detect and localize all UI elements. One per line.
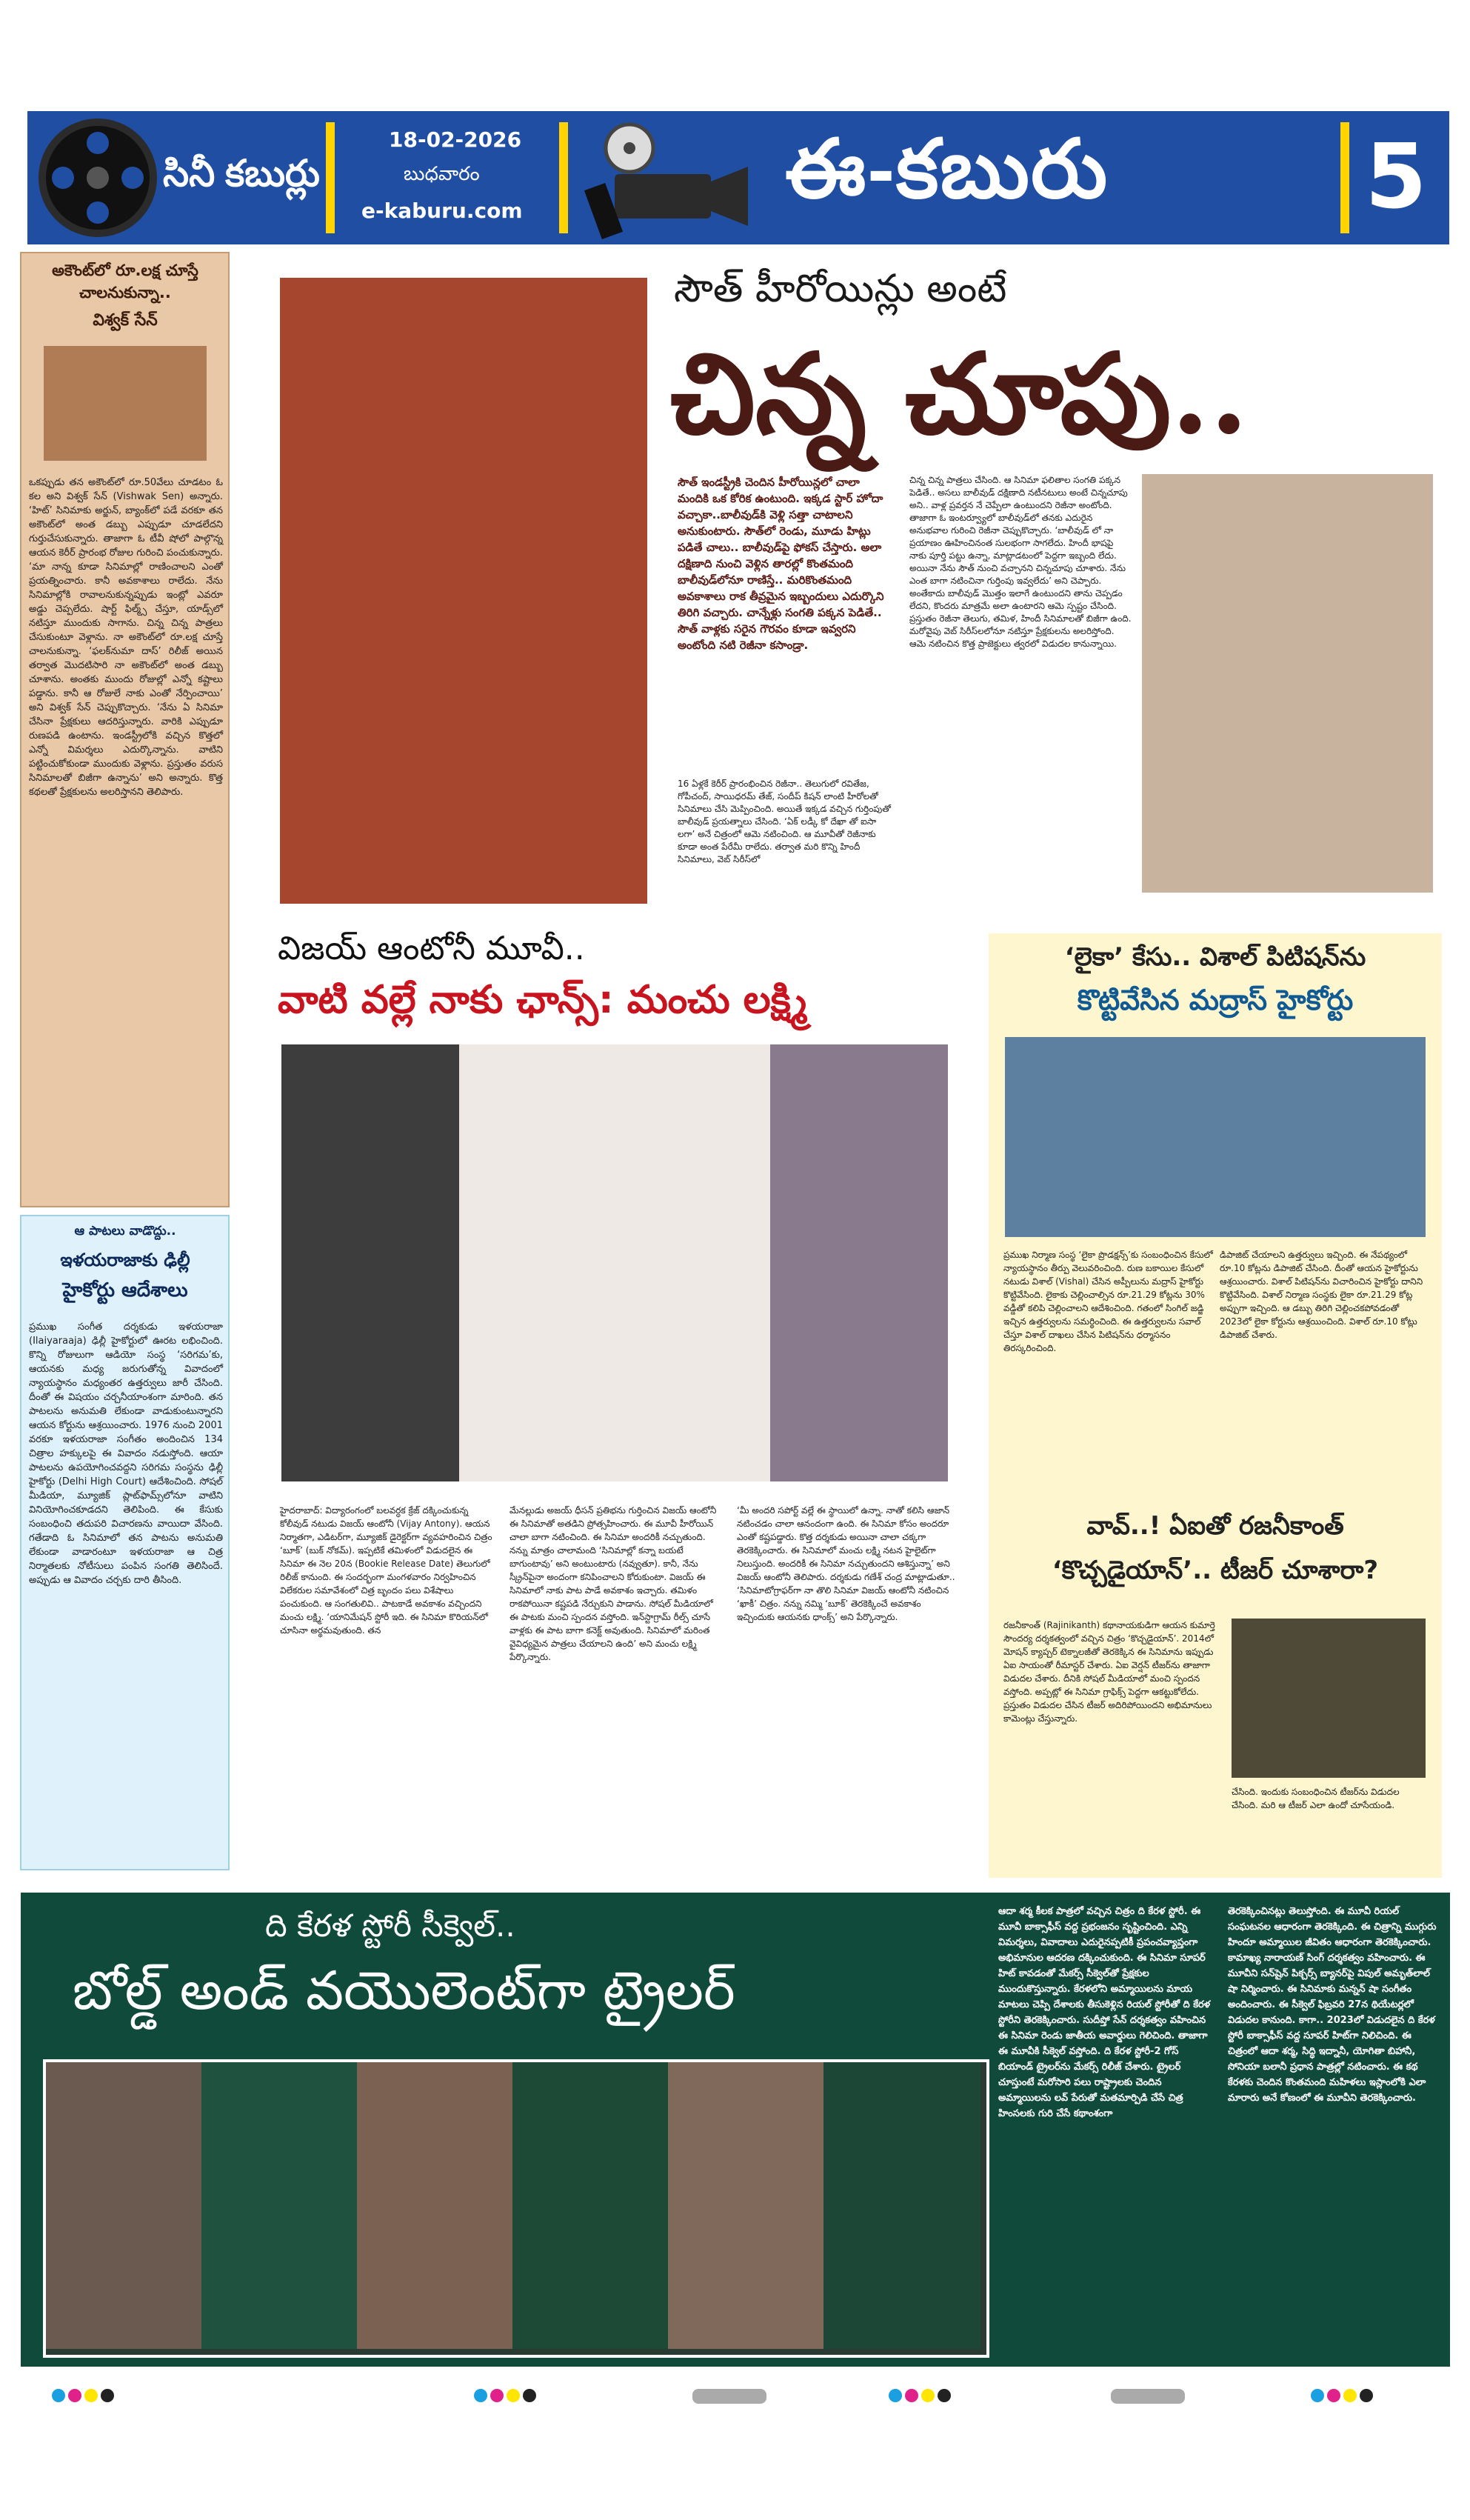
- story-body-col1: రజనీకాంత్ (Rajinikanth) కథానాయకుడిగా ఆయన కుమార్తె సౌందర్య దర్శకత్వంలో వచ్చిన చిత్రం ‘కొచ్చడైయాన్’. 2014లో మోషన్ క్యాప్చర్ టెక్నాలజీతో తెరకెక్కిన ఈ సినిమాను ఇప్పుడు ఏఐ సాయంతో రీమాస్టర్ చేశారు. ఏఐ వెర్షన్ టీజర్‌ను తాజాగా విడుదల చేశారు. దీనికి సోషల్ మీడియాలో మంచి స్పందన వస్తోంది. అప్పట్లో ఈ సినిమా గ్రాఫిక్స్ పెద్దగా ఆకట్టుకోలేదు. ప్రస్తుతం విడుదల చేసిన టీజర్ అదిరిపోయిందని అభిమానులు కామెంట్లు చేస్తున్నారు.: [1003, 1620, 1218, 1724]
- story-body-col2: చిన్న చిన్న పాత్రలు చేసింది. ఆ సినిమా ఫలితాల సంగతి పక్కన పెడితే.. అసలు బాలీవుడ్ దక్షిణాది నటీనటులు అంటే చిన్నచూపు అని.. వాళ్ల ప్రవర్తన నే చెప్పేలా ఉంటుందని రెజీనా అంటోంది. తాజాగా ఓ ఇంటర్వ్యూలో బాలీవుడ్‌లో తనకు ఎదురైన అనుభవాల గురించి రెజీనా చెప్పుకొచ్చారు. ‘బాలీవుడ్ లో నా ప్రయాణం ఊహించినంత సులభంగా సాగలేదు. హిందీ భాషపై నాకు పూర్తి పట్టు ఉన్నా, మాట్లాడటంలో పెద్దగా ఇబ్బంది లేదు. అయినా నేను సౌత్ నుంచి వచ్చానని చిన్నచూపు చూశారు. నేను ఎంత బాగా నటించినా గుర్తింపు ఇవ్వలేదు’ అని చెప్పారు. అంతేకాదు బాలీవుడ్ మొత్తం ఇలాగే ఉంటుందని తాను చెప్పడం లేదని, కొందరు మాత్రమే అలా ఉంటారని ఆమె స్పష్టం చేసింది. ప్రస్తుతం రెజీనా తెలుగు, తమిళ, హిందీ సినిమాలతో బిజీగా ఉంది. మరోవైపు వెబ్ సిరీస్‌లలోనూ నటిస్తూ ప్రేక్షకులను అలరిస్తోంది. ఆమె నటించిన కొత్త ప్రాజెక్టులు త్వరలో విడుదల కానున్నాయి.: [909, 475, 1135, 649]
- divider: [1340, 122, 1349, 233]
- photo-panel-center: [459, 1044, 770, 1481]
- story-kicker: ఆ పాటలు వాడొద్దు..: [74, 1224, 176, 1239]
- photo-panel-right: [770, 1044, 948, 1481]
- bottom-story-panel: [21, 1893, 1450, 2367]
- story-headline: వావ్..! ఏఐతో రజనీకాంత్: [1086, 1511, 1344, 1541]
- registration-mark: [1311, 2389, 1376, 2404]
- event-photo: [281, 1044, 948, 1481]
- story-headline: కొట్టివేసిన మద్రాస్ హైకోర్టు: [1077, 984, 1354, 1016]
- story-body: ఒకప్పుడు తన అకౌంట్‌లో రూ.50వేలు చూడటం ఓ కల అని విశ్వక్ సేన్ (Vishwak Sen) అన్నారు. ‘హిట్’ సినిమాకు అర్జున్, బ్యాంక్‌లో పడే వరకూ తన అకౌంట్‌లో అంత డబ్బు ఎప్పుడూ చూడలేదని గుర్తుచేసుకున్నారు. తాజాగా ఓ టీవీ షోలో పాల్గొన్న ఆయన కెరీర్ ప్రారంభ రోజుల గురించి పంచుకున్నారు. ‘మా నాన్న కూడా సినిమాల్లో రాణించాలని ఎంతో ప్రయత్నించారు. కానీ అవకాశాలు రాలేదు. నేను సినిమాల్లోకి రావాలనుకున్నప్పుడు ఇంట్లో ఎవరూ అడ్డు చెప్పలేదు. షార్ట్ ఫిల్మ్స్ చేస్తూ, యాడ్స్‌లో నటిస్తూ ముందుకు సాగాను. చిన్న చిన్న పాత్రలు చేసుకుంటూ వెళ్లాను. నా అకౌంట్‌లో రూ.లక్ష చూస్తే చాలనుకున్నా. ‘ఫలక్‌నుమా దాస్’ రిలీజ్ అయిన తర్వాత మొదటిసారి నా అకౌంట్‌లో అంత డబ్బు చూశాను. అంతకు ముందు రోజుల్లో ఎన్నో కష్టాలు పడ్డాను. కానీ ఆ రోజులే నాకు ఎంతో నేర్పించాయి’ అని విశ్వక్ సేన్ చెప్పుకొచ్చారు. ‘నేను ఏ సినిమా చేసినా ప్రేక్షకులు ఆదరిస్తున్నారు. వారికి ఎప్పుడూ రుణపడి ఉంటాను. ఇండస్ట్రీలోకి వచ్చిన కొత్తలో ఎన్నో విమర్శలు ఎదుర్కొన్నాను. వాటిని పట్టించుకోకుండా ముందుకు వెళ్లాను. ప్రస్తుతం వరుస సినిమాలతో బిజీగా ఉన్నాను’ అని అన్నారు. కొత్త కథలతో ప్రేక్షకులను అలరిస్తానని తెలిపారు.: [29, 477, 227, 798]
- story-kicker: ది కేరళ స్టోరీ సీక్వెల్..: [265, 1907, 515, 1944]
- collage-frame: [512, 2062, 668, 2349]
- photo-panel-left: [281, 1044, 459, 1481]
- registration-mark: [1111, 2389, 1185, 2404]
- story-headline: బోల్డ్ అండ్ వయొలెంట్‌గా ట్రైలర్: [73, 1959, 735, 2021]
- website-link[interactable]: e-kaburu.com: [361, 199, 523, 223]
- film-reel-icon: [39, 119, 157, 237]
- right-story-panel: [989, 933, 1442, 1878]
- story-headline: ఇళయరాజాకు ఢిల్లీ: [60, 1250, 190, 1270]
- actor-photo: [1005, 1037, 1426, 1237]
- collage-frame: [357, 2062, 512, 2349]
- story-headline: హైకోర్టు ఆదేశాలు: [62, 1279, 188, 1301]
- story-body-col2: చేసింది. ఇందుకు సంబంధించిన టీజర్‌ను విడుదల చేసింది. మరి ఆ టీజర్ ఎలా ఉందో చూసేయండి.: [1232, 1787, 1403, 1810]
- divider: [326, 122, 335, 233]
- sidebar-story-ilaiyaraaja: [20, 1215, 230, 1870]
- story-body: ప్రముఖ సంగీత దర్శకుడు ఇళయరాజా (Ilaiyaraaja) ఢిల్లీ హైకోర్టులో ఊరట లభించింది. కొన్ని రోజులుగా ఆడియో సంస్థ ‘సరిగమ’కు, ఆయనకు మధ్య జరుగుతోన్న వివాదంలో న్యాయస్థానం మధ్యంతర ఉత్తర్వులు జారీ చేసింది. దీంతో ఈ విషయం చర్చనీయాంశంగా మారింది. తన పాటలను అనుమతి లేకుండా వాడుకుంటున్నారని ఆయన కోర్టును ఆశ్రయించారు. 1976 నుంచి 2001 వరకూ ఇళయరాజా సంగీతం అందించిన 134 చిత్రాల హక్కులపై ఈ వివాదం నడుస్తోంది. ఆయా పాటలను ఉపయోగించవద్దని సరిగమ సంస్థను ఢిల్లీ హైకోర్టు (Delhi High Court) ఆదేశించింది. సోషల్ మీడియా, మ్యూజిక్ ప్లాట్‌ఫామ్స్‌లోనూ వాటిని వినియోగించకూడదని తెలిపింది. ఈ కేసుకు సంబంధించి తదుపరి విచారణను వాయిదా వేసింది. గతేడాది ఓ సినిమాలో తన పాటను అనుమతి లేకుండా వాడారంటూ ఇళయరాజా ఆ చిత్ర నిర్మాతలకు నోటీసులు పంపిన సంగతి తెలిసిందే. అప్పుడు ఆ వివాదం చర్చకు దారి తీసింది.: [29, 1321, 227, 1586]
- collage-frame: [668, 2062, 823, 2349]
- story-subhead: విశ్వక్ సేన్: [93, 311, 158, 330]
- registration-mark: [889, 2389, 954, 2404]
- section-title: సినీ కబుర్లు: [163, 153, 320, 194]
- story-headline: ‘కొచ్చడైయాన్’.. టీజర్ చూశారా?: [1052, 1556, 1379, 1585]
- registration-mark: [692, 2389, 766, 2404]
- story-headline: వాటి వల్లే నాకు ఛాన్స్: మంచు లక్ష్మి: [278, 978, 807, 1022]
- issue-day: బుధవారం: [404, 163, 480, 185]
- collage-frame: [823, 2062, 980, 2349]
- story-body-col1: ప్రముఖ నిర్మాణ సంస్థ ‘లైకా ప్రొడక్షన్స్’కు సంబంధించిన కేసులో న్యాయస్థానం తీర్పు వెలువరించింది. రుణ బకాయిల కేసులో నటుడు విశాల్ (Vishal) చేసిన అప్పీలును మద్రాస్ హైకోర్టు కొట్టివేసింది. లైకాకు చెల్లించాల్సిన రూ.21.29 కోట్లను 30% వడ్డీతో కలిపి చెల్లించాలని ఆదేశించింది. గతంలో సింగిల్ జడ్జి ఇచ్చిన ఉత్తర్వులను సమర్థించింది. ఈ ఉత్తర్వులను సవాల్ చేస్తూ విశాల్ దాఖలు చేసిన పిటిషన్‌ను ధర్మాసనం తిరస్కరించింది.: [1003, 1250, 1216, 1353]
- page-number: 5: [1359, 126, 1433, 230]
- story-body-col2: తెరకెక్కించినట్లు తెలుస్తోంది. ఈ మూవీ రియల్ సంఘటనల ఆధారంగా తెరకెక్కింది. ఈ చిత్రాన్ని ముగ్గురు హిందూ అమ్మాయిల జీవితం ఆధారంగా తెరకెక్కించారు. కామాఖ్య నారాయణ్ సింగ్ దర్శకత్వం వహించారు. ఈ మూవీని సన్‌షైన్ పిక్చర్స్ బ్యానర్‌పై విపుల్ అమృత్‌లాల్ షా నిర్మించారు. ఈ సినిమాకు మన్నన్ షా సంగీతం అందించారు. ఈ సీక్వెల్ ఫిబ్రవరి 27న థియేటర్లలో విడుదల కానుంది. కాగా.. 2023లో విడుదలైన ది కేరళ స్టోరీ బాక్సాఫీస్ వద్ద సూపర్ హిట్‌గా నిలిచింది. ఈ చిత్రంలో ఆదా శర్మ, సిద్ధి ఇద్నానీ, యోగితా బిహానీ, సోనియా బలానీ ప్రధాన పాత్రల్లో నటించారు. ఈ కథ కేరళకు చెందిన కొంతమంది మహిళలు ఇస్లాంలోకి ఎలా మారారు అనే కోణంలో ఈ మూవీని తెరకెక్కించారు.: [1228, 1906, 1440, 2104]
- story-headline: ‘లైకా’ కేసు.. విశాల్ పిటిషన్‌ను: [1064, 942, 1366, 972]
- story-body-col1: 16 ఏళ్లకే కెరీర్ ప్రారంభించిన రెజీనా.. తెలుగులో రవితేజ, గోపీచంద్, సాయిధరమ్ తేజ్, సందీప్ కిషన్ లాంటి హీరోలతో సినిమాలు చేసి మెప్పించింది. అయితే ఇక్కడ వచ్చిన గుర్తింపుతో బాలీవుడ్ ప్రయత్నాలు చేసింది. ‘ఏక్ లడ్కీ కో దేఖా తో ఐసా లగా’ అనే చిత్రంలో ఆమె నటించింది. ఆ మూవీతో రెజీనాకు కూడా అంత పేరేమీ రాలేదు. తర్వాత మరి కొన్ని హిందీ సినిమాలు, వెబ్ సిరీస్‌లో: [678, 779, 894, 864]
- actor-photo: [44, 346, 207, 461]
- sidebar-story-vishwak: [20, 252, 230, 1207]
- registration-mark: [474, 2389, 539, 2404]
- collage-frame: [46, 2062, 201, 2349]
- story-body-col3: ‘మీ అందరి సపోర్ట్ వల్లే ఈ స్థాయిలో ఉన్నా. నాతో కలిసి ఆజాన్ నటించడం చాలా ఆనందంగా ఉంది. ఈ సినిమా కోసం అందరూ ఎంతో కష్టపడ్డారు. కొత్త దర్శకుడు అయినా చాలా చక్కగా తెరకెక్కించారు. ఈ సినిమాలో మంచు లక్ష్మి నటన హైలైట్‌గా నిలుస్తుంది. అందరికీ ఈ సినిమా నచ్చుతుందని ఆశిస్తున్నా’ అని విజయ్ ఆంటోనీ తెలిపారు. దర్శకుడు గణేశ్ చంద్ర మాట్లాడుతూ.. ‘సినిమాటోగ్రాఫర్‌గా నా తొలి సినిమా విజయ్ ఆంటోనీ నటించిన ‘ఖాకీ’ చిత్రం. నన్ను నమ్మి ‘బూక్’ తెరకెక్కించే అవకాశం ఇచ్చిందుకు ఆయనకు ధాంక్స్’ అని పేర్కొన్నారు.: [737, 1505, 958, 1622]
- divider: [559, 122, 568, 233]
- actress-photo: [280, 278, 647, 904]
- story-body-col1: ఆదా శర్మ కీలక పాత్రలో వచ్చిన చిత్రం ది కేరళ స్టోరీ. ఈ మూవీ బాక్సాఫీస్ వద్ద ప్రభంజనం సృష్టించింది. ఎన్ని విమర్శలు, వివాదాలు ఎదురైనప్పటికీ ప్రపంచవ్యాప్తంగా అభిమానుల ఆదరణ దక్కించుకుంది. ఈ సినిమా సూపర్ హిట్ కావడంతో మేకర్స్ సీక్వెల్‌తో ప్రేక్షకుల ముందుకొస్తున్నారు. కేరళలోని అమ్మాయిలను మాయ మాటలు చెప్పి దేశాలకు తీసుకెళ్లిన రియల్ స్టోరీతో ది కేరళ స్టోరీని తెరకెక్కించారు. సుదీప్తో సేన్ దర్శకత్వం వహించిన ఈ సినిమా రెండు జాతీయ అవార్డులు గెలిచింది. తాజాగా ఈ మూవీకి సీక్వెల్ వస్తోంది. ది కేరళ స్టోరీ-2 గోస్ బియాండ్ ట్రైలర్‌ను మేకర్స్ రిలీజ్ చేశారు. ట్రైలర్ చూస్తుంటే మరోసారి పలు రాష్ట్రాలకు చెందిన అమ్మాయిలను లవ్ పేరుతో మతమార్పిడి చేసే చిత్ర హింసలకు గురి చేసే కథాంశంగా: [998, 1906, 1214, 2119]
- movie-still: [1232, 1619, 1426, 1778]
- story-headline: అకౌంట్‌లో రూ.లక్ష చూస్తే చాలనుకున్నా..: [52, 261, 198, 301]
- story-kicker: సౌత్ హీరోయిన్లు అంటే: [674, 267, 1007, 311]
- story-body-col2: మేనల్లుడు అజయ్ ధీసన్ ప్రతిభను గుర్తించిన విజయ్ ఆంటోనీ ఈ సినిమాతో అతడిని ప్రోత్సహించారు. ఈ మూవీ హీరోయిన్ చాలా బాగా నటించింది. ఈ సినిమా అందరికీ నచ్చుతుంది. నన్ను మాత్రం చాలామంది ‘సినిమాల్లో కన్నా బయటే బాగుంటావు’ అని అంటుంటారు (నవ్వుతూ). కానీ, నేను స్క్రీన్‌పైనా అందంగా కనిపించాలని కోరుకుంటా. విజయ్ ఈ సినిమాలో నాకు పాట పాడే అవకాశం ఇచ్చారు. తమిళం రాకపోయినా కష్టపడి నేర్చుకుని పాడాను. సోషల్ మీడియాలో ఈ పాటకు మంచి స్పందన వస్తోంది. ఇన్‌స్టాగ్రామ్ రీల్స్ చూసే వాళ్లకు ఈ పాట బాగా కనెక్ట్ అవుతుంది. సినిమాలో మరింత వైవిధ్యమైన పాత్రలు చేయాలని ఉంది’ అని మంచు లక్ష్మి పేర్కొన్నారు.: [510, 1505, 720, 1662]
- story-body-col2: డిపాజిట్ చేయాలని ఉత్తర్వులు ఇచ్చింది. ఈ నేపథ్యంలో రూ.10 కోట్లను డిపాజిట్ చేసింది. దీంతో ఆయన హైకోర్టును ఆశ్రయించారు. విశాల్ పిటిషన్‌ను విచారించిన హైకోర్టు దానిని కొట్టివేసింది. విశాల్ నిర్మాణ సంస్థకు లైకా రూ.21.29 కోట్ల అప్పుగా ఇచ్చింది. ఆ డబ్బు తిరిగి చెల్లించకపోవడంతో 2023లో లైకా కోర్టును ఆశ్రయించింది. విశాల్ రూ.10 కోట్లు డిపాజిట్ చేశారు.: [1220, 1250, 1426, 1340]
- issue-date: 18-02-2026: [389, 127, 522, 152]
- story-lead: సౌత్ ఇండస్ట్రీకి చెందిన హీరోయిన్లలో చాలా మందికి ఒక కోరిక ఉంటుంది. ఇక్కడ స్టార్ హోదా వచ్చాకా..బాలీవుడ్‌కి వెళ్లి సత్తా చాటాలని అనుకుంటారు. సౌత్‌లో రెండు, మూడు హిట్లు పడితే చాలు.. బాలీవుడ్‌పై ఫోకస్ చేస్తారు. అలా దక్షిణాది నుంచి వెళ్లిన తారల్లో కొంతమంది బాలీవుడ్‌లోనూ రాణిస్తే.. మరికొంతమంది అవకాశాలు రాక తీవ్రమైన ఇబ్బందులు ఎదుర్కొని తిరిగి వచ్చారు. చాన్నేళ్లు సంగతి పక్కన పెడితే.. సౌత్ వాళ్లకు సరైన గౌరవం కూడా ఇవ్వరని అంటోంది నటి రెజీనా కసాండ్రా.: [678, 476, 888, 652]
- trailer-collage: [43, 2059, 989, 2358]
- brand-logo: ఈ-కబురు: [785, 124, 1109, 215]
- story-body-col1: హైదరాబాద్: విద్యారంగంలో బలవర్ధక క్రేజ్ దక్కించుకున్న కోలీవుడ్ నటుడు విజయ్ ఆంటోనీ (Vijay Antony). ఆయన నిర్మాతగా, ఎడిటర్‌గా, మ్యూజిక్ డైరెక్టర్‌గా వ్యవహరించిన చిత్రం ‘బూక్’ (బుక్ నోకమ్). ఇప్పటికే తమిళంలో విడుదలైన ఈ సినిమా ఈ నెల 20న (Bookie Release Date) తెలుగులో రిలీజ్ కానుంది. ఈ సందర్భంగా మంగళవారం నిర్వహించిన విలేకరుల సమావేశంలో చిత్ర బృందం పలు విశేషాలు పంచుకుంది. ఆ సంగతులివి.. పాటకాడే అవకాశం వచ్చిందని మంచు లక్ష్మి. ‘యానిమేషన్ స్టోరీ ఇది. ఈ సినిమా కొరియన్‌లో చూసినా అర్థమవుతుంది. తన: [280, 1505, 495, 1636]
- story-headline: చిన్న చూపు..: [670, 329, 1249, 459]
- registration-mark: [52, 2389, 117, 2404]
- actress-photo-2: [1142, 474, 1433, 893]
- collage-frame: [201, 2062, 357, 2349]
- film-camera-icon: [585, 111, 763, 244]
- story-kicker: విజయ్ ఆంటోనీ మూవీ..: [278, 930, 585, 967]
